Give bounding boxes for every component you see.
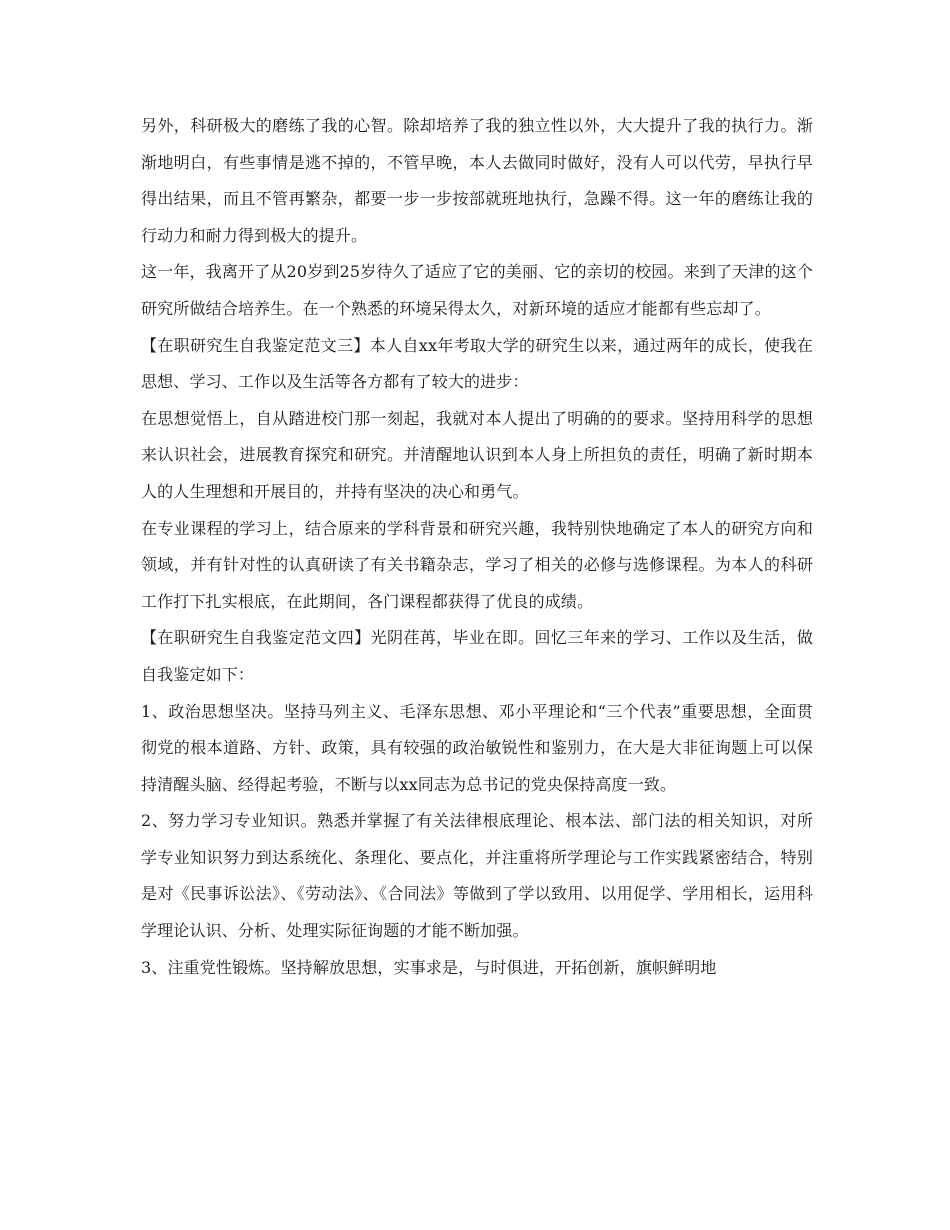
paragraph-item-3-party-spirit: 3、注重党性锻炼。坚持解放思想，实事求是，与时俱进，开拓创新，旗帜鲜明地 <box>141 957 717 977</box>
paragraph-item-2-study: 2、努力学习专业知识。熟悉并掌握了有关法律根底理论、根本法、部门法的相关知识，对所学专业知识努力到达系统化、条理化、要点化，并注重将所学理论与工作实践紧密结合，特别是对《民事诉讼法》、《劳动法》、《合同法》等做到了学以致用、以用促学、学用相长，运用科学理论认识、分析、处理实际征询题的才能不断加强。 <box>141 811 813 941</box>
paragraph-professional-courses: 在专业课程的学习上，结合原来的学科背景和研究兴趣，我特别快地确定了本人的研究方向和领域，并有针对性的认真研读了有关书籍杂志，学习了相关的必修与选修课程。为本人的科研工作打下扎实根底，在此期间，各门课程都获得了优良的成绩。 <box>141 518 813 611</box>
paragraph-item-1-political: 1、政治思想坚决。坚持马列主义、毛泽东思想、邓小平理论和“三个代表”重要思想，全面贯彻党的根本道路、方针、政策，具有较强的政治敏锐性和鉴别力，在大是大非征询题上可以保持清醒头脑、经得起考验，不断与以xx同志为总书记的党央保持高度一致。 <box>141 701 813 794</box>
paragraph-sample-four-intro: 【在职研究生自我鉴定范文四】光阴荏苒，毕业在即。回忆三年来的学习、工作以及生活，做自我鉴定如下： <box>141 628 813 684</box>
paragraph-ideological-awareness: 在思想觉悟上，自从踏进校门那一刻起，我就对本人提出了明确的的要求。坚持用科学的思想来认识社会，进展教育探究和研究。并清醒地认识到本人身上所担负的责任，明确了新时期本人的人生理想和开展目的，并持有坚决的决心和勇气。 <box>141 408 813 501</box>
paragraph-sample-three-intro: 【在职研究生自我鉴定范文三】本人自xx年考取大学的研究生以来，通过两年的成长，使我在思想、学习、工作以及生活等各方都有了较大的进步： <box>141 335 813 392</box>
paragraph-leaving-campus: 这一年，我离开了从20岁到25岁待久了适应了它的美丽、它的亲切的校园。来到了天津的这个研究所做结合培养生。在一个熟悉的环境呆得太久，对新环境的适应才能都有些忘却了。 <box>141 262 813 318</box>
paragraph-research-mindset: 另外，科研极大的磨练了我的心智。除却培养了我的独立性以外，大大提升了我的执行力。渐渐地明白，有些事情是逃不掉的，不管早晚，本人去做同时做好，没有人可以代劳，早执行早得出结果，而且不管再繁杂，都要一步一步按部就班地执行，急躁不得。这一年的磨练让我的行动力和耐力得到极大的提升。 <box>141 116 813 245</box>
document-body <box>141 108 813 986</box>
